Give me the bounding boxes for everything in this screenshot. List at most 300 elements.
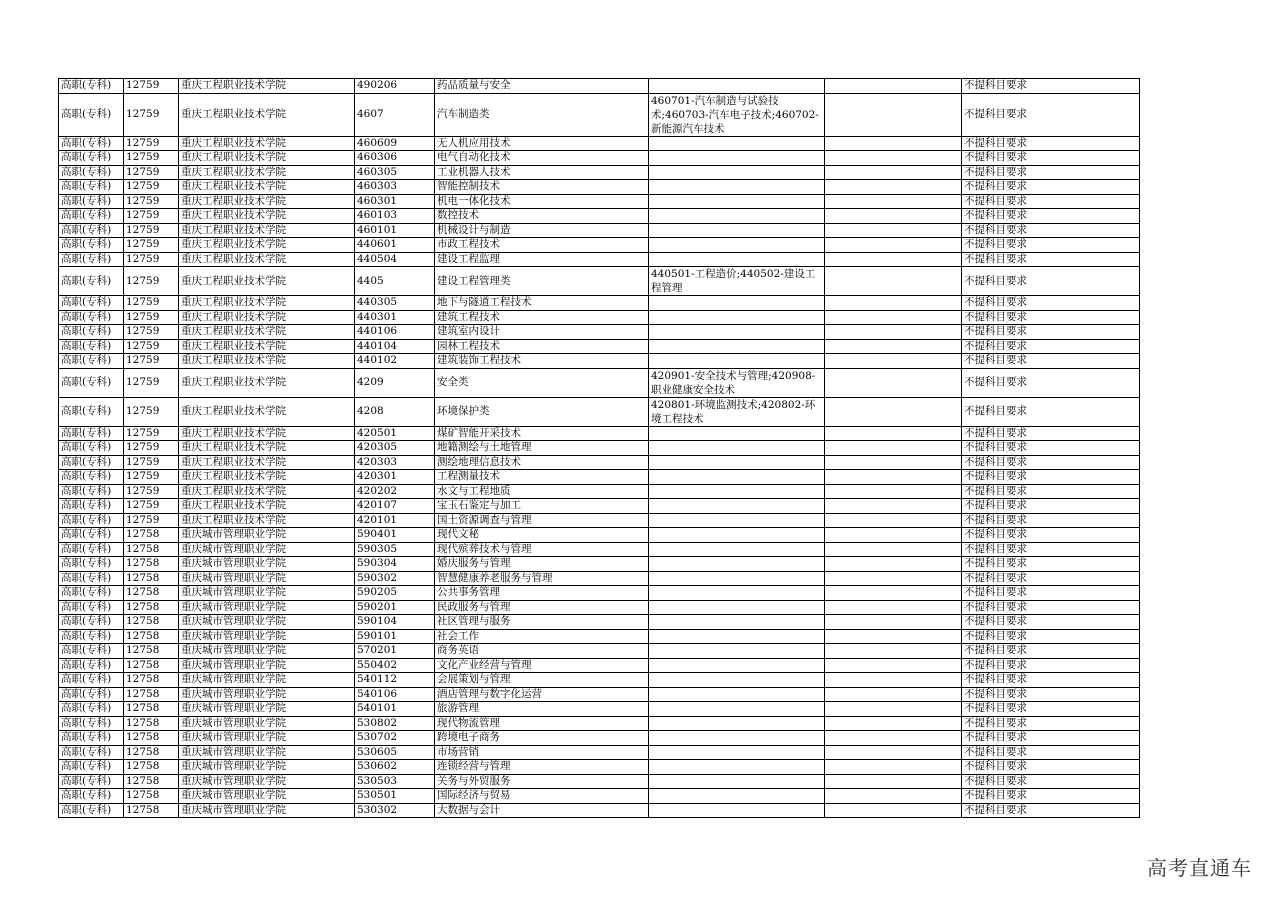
school-name-cell: 重庆城市管理职业学院 xyxy=(179,600,355,615)
blank-cell xyxy=(825,586,962,601)
major-name-cell: 建筑装饰工程技术 xyxy=(435,354,649,369)
school-code-cell: 12759 xyxy=(124,93,179,136)
blank-cell xyxy=(825,470,962,485)
school-name-cell: 重庆工程职业技术学院 xyxy=(179,484,355,499)
included-majors-cell xyxy=(649,716,825,731)
major-code-cell: 590302 xyxy=(355,571,435,586)
blank-cell xyxy=(825,267,962,296)
school-name-cell: 重庆工程职业技术学院 xyxy=(179,209,355,224)
major-code-cell: 590205 xyxy=(355,586,435,601)
major-name-cell: 机械设计与制造 xyxy=(435,223,649,238)
major-code-cell: 440301 xyxy=(355,310,435,325)
blank-cell xyxy=(825,325,962,340)
major-code-cell: 530802 xyxy=(355,716,435,731)
blank-cell xyxy=(825,760,962,775)
major-code-cell: 4209 xyxy=(355,368,435,397)
included-majors-cell xyxy=(649,629,825,644)
level-cell: 高职(专科) xyxy=(59,803,124,818)
table-row xyxy=(59,513,1140,528)
school-code-cell: 12759 xyxy=(124,296,179,311)
table-row xyxy=(59,629,1140,644)
school-code-cell: 12758 xyxy=(124,687,179,702)
level-cell: 高职(专科) xyxy=(59,79,124,94)
subject-requirement-cell: 不提科目要求 xyxy=(962,136,1140,151)
table-row xyxy=(59,455,1140,470)
included-majors-cell xyxy=(649,673,825,688)
major-code-cell: 570201 xyxy=(355,644,435,659)
blank-cell xyxy=(825,310,962,325)
level-cell: 高职(专科) xyxy=(59,165,124,180)
school-code-cell: 12759 xyxy=(124,484,179,499)
school-name-cell: 重庆工程职业技术学院 xyxy=(179,79,355,94)
major-code-cell: 490206 xyxy=(355,79,435,94)
major-code-cell: 440504 xyxy=(355,252,435,267)
blank-cell xyxy=(825,745,962,760)
table-row xyxy=(59,296,1140,311)
table-row xyxy=(59,658,1140,673)
level-cell: 高职(专科) xyxy=(59,441,124,456)
table-body xyxy=(59,79,1140,818)
school-code-cell: 12759 xyxy=(124,238,179,253)
school-name-cell: 重庆工程职业技术学院 xyxy=(179,252,355,267)
major-code-cell: 530602 xyxy=(355,760,435,775)
included-majors-cell xyxy=(649,658,825,673)
major-code-cell: 460103 xyxy=(355,209,435,224)
table-row xyxy=(59,571,1140,586)
subject-requirement-cell: 不提科目要求 xyxy=(962,716,1140,731)
blank-cell xyxy=(825,151,962,166)
included-majors-cell xyxy=(649,774,825,789)
school-name-cell: 重庆城市管理职业学院 xyxy=(179,702,355,717)
level-cell: 高职(专科) xyxy=(59,325,124,340)
school-name-cell: 重庆工程职业技术学院 xyxy=(179,93,355,136)
included-majors-cell xyxy=(649,252,825,267)
major-code-cell: 530503 xyxy=(355,774,435,789)
included-majors-cell xyxy=(649,194,825,209)
subject-requirement-cell: 不提科目要求 xyxy=(962,542,1140,557)
included-majors-cell xyxy=(649,455,825,470)
table-row xyxy=(59,441,1140,456)
major-name-cell: 大数据与会计 xyxy=(435,803,649,818)
blank-cell xyxy=(825,252,962,267)
subject-requirement-cell: 不提科目要求 xyxy=(962,499,1140,514)
subject-requirement-cell: 不提科目要求 xyxy=(962,397,1140,426)
blank-cell xyxy=(825,803,962,818)
included-majors-cell xyxy=(649,615,825,630)
school-code-cell: 12759 xyxy=(124,368,179,397)
included-majors-cell xyxy=(649,760,825,775)
blank-cell xyxy=(825,136,962,151)
major-code-cell: 540106 xyxy=(355,687,435,702)
subject-requirement-cell: 不提科目要求 xyxy=(962,151,1140,166)
level-cell: 高职(专科) xyxy=(59,136,124,151)
major-name-cell: 药品质量与安全 xyxy=(435,79,649,94)
included-majors-cell: 420801-环境监测技术;420802-环境工程技术 xyxy=(649,397,825,426)
major-code-cell: 590401 xyxy=(355,528,435,543)
subject-requirement-cell: 不提科目要求 xyxy=(962,325,1140,340)
school-code-cell: 12759 xyxy=(124,513,179,528)
level-cell: 高职(专科) xyxy=(59,731,124,746)
school-code-cell: 12759 xyxy=(124,441,179,456)
major-name-cell: 电气自动化技术 xyxy=(435,151,649,166)
school-name-cell: 重庆工程职业技术学院 xyxy=(179,136,355,151)
major-code-cell: 4208 xyxy=(355,397,435,426)
major-code-cell: 540101 xyxy=(355,702,435,717)
major-name-cell: 智慧健康养老服务与管理 xyxy=(435,571,649,586)
major-code-cell: 420501 xyxy=(355,426,435,441)
subject-requirement-cell: 不提科目要求 xyxy=(962,209,1140,224)
school-code-cell: 12758 xyxy=(124,760,179,775)
level-cell: 高职(专科) xyxy=(59,180,124,195)
major-code-cell: 460306 xyxy=(355,151,435,166)
level-cell: 高职(专科) xyxy=(59,513,124,528)
subject-requirement-cell: 不提科目要求 xyxy=(962,238,1140,253)
school-code-cell: 12759 xyxy=(124,310,179,325)
table-row xyxy=(59,702,1140,717)
major-code-cell: 590201 xyxy=(355,600,435,615)
subject-requirement-cell: 不提科目要求 xyxy=(962,557,1140,572)
major-code-cell: 440102 xyxy=(355,354,435,369)
table-row xyxy=(59,397,1140,426)
subject-requirement-cell: 不提科目要求 xyxy=(962,165,1140,180)
blank-cell xyxy=(825,368,962,397)
subject-requirement-cell: 不提科目要求 xyxy=(962,441,1140,456)
school-name-cell: 重庆城市管理职业学院 xyxy=(179,586,355,601)
table-row xyxy=(59,354,1140,369)
blank-cell xyxy=(825,223,962,238)
major-code-cell: 460305 xyxy=(355,165,435,180)
school-code-cell: 12758 xyxy=(124,789,179,804)
table-row xyxy=(59,209,1140,224)
table-row xyxy=(59,760,1140,775)
level-cell: 高职(专科) xyxy=(59,542,124,557)
major-name-cell: 无人机应用技术 xyxy=(435,136,649,151)
major-name-cell: 水文与工程地质 xyxy=(435,484,649,499)
major-code-cell: 530702 xyxy=(355,731,435,746)
major-name-cell: 社会工作 xyxy=(435,629,649,644)
included-majors-cell xyxy=(649,789,825,804)
major-code-cell: 460101 xyxy=(355,223,435,238)
included-majors-cell xyxy=(649,600,825,615)
table-row xyxy=(59,252,1140,267)
major-code-cell: 440305 xyxy=(355,296,435,311)
school-code-cell: 12758 xyxy=(124,673,179,688)
major-name-cell: 文化产业经营与管理 xyxy=(435,658,649,673)
major-name-cell: 工业机器人技术 xyxy=(435,165,649,180)
level-cell: 高职(专科) xyxy=(59,426,124,441)
blank-cell xyxy=(825,209,962,224)
included-majors-cell xyxy=(649,586,825,601)
school-code-cell: 12759 xyxy=(124,426,179,441)
school-code-cell: 12759 xyxy=(124,252,179,267)
school-name-cell: 重庆工程职业技术学院 xyxy=(179,441,355,456)
blank-cell xyxy=(825,615,962,630)
school-code-cell: 12759 xyxy=(124,180,179,195)
included-majors-cell: 440501-工程造价;440502-建设工程管理 xyxy=(649,267,825,296)
blank-cell xyxy=(825,194,962,209)
major-code-cell: 540112 xyxy=(355,673,435,688)
level-cell: 高职(专科) xyxy=(59,716,124,731)
major-name-cell: 环境保护类 xyxy=(435,397,649,426)
major-name-cell: 宝玉石鉴定与加工 xyxy=(435,499,649,514)
table-row xyxy=(59,484,1140,499)
subject-requirement-cell: 不提科目要求 xyxy=(962,687,1140,702)
included-majors-cell xyxy=(649,209,825,224)
table-row xyxy=(59,673,1140,688)
table-row xyxy=(59,731,1140,746)
school-name-cell: 重庆工程职业技术学院 xyxy=(179,151,355,166)
major-name-cell: 市场营销 xyxy=(435,745,649,760)
school-code-cell: 12758 xyxy=(124,542,179,557)
school-name-cell: 重庆工程职业技术学院 xyxy=(179,180,355,195)
school-name-cell: 重庆工程职业技术学院 xyxy=(179,470,355,485)
blank-cell xyxy=(825,557,962,572)
school-name-cell: 重庆工程职业技术学院 xyxy=(179,223,355,238)
subject-requirement-cell: 不提科目要求 xyxy=(962,339,1140,354)
table-row xyxy=(59,789,1140,804)
subject-requirement-cell: 不提科目要求 xyxy=(962,673,1140,688)
major-code-cell: 530605 xyxy=(355,745,435,760)
level-cell: 高职(专科) xyxy=(59,745,124,760)
major-name-cell: 现代物流管理 xyxy=(435,716,649,731)
school-name-cell: 重庆工程职业技术学院 xyxy=(179,339,355,354)
major-name-cell: 建设工程管理类 xyxy=(435,267,649,296)
major-name-cell: 会展策划与管理 xyxy=(435,673,649,688)
school-name-cell: 重庆城市管理职业学院 xyxy=(179,745,355,760)
school-name-cell: 重庆城市管理职业学院 xyxy=(179,571,355,586)
table-row xyxy=(59,194,1140,209)
major-name-cell: 跨境电子商务 xyxy=(435,731,649,746)
included-majors-cell xyxy=(649,136,825,151)
included-majors-cell xyxy=(649,426,825,441)
table-row xyxy=(59,93,1140,136)
table-row xyxy=(59,136,1140,151)
school-name-cell: 重庆工程职业技术学院 xyxy=(179,310,355,325)
school-code-cell: 12758 xyxy=(124,557,179,572)
subject-requirement-cell: 不提科目要求 xyxy=(962,79,1140,94)
table-row xyxy=(59,687,1140,702)
table-row xyxy=(59,368,1140,397)
major-name-cell: 机电一体化技术 xyxy=(435,194,649,209)
blank-cell xyxy=(825,789,962,804)
table-row xyxy=(59,426,1140,441)
subject-requirement-cell: 不提科目要求 xyxy=(962,789,1140,804)
table-row xyxy=(59,79,1140,94)
level-cell: 高职(专科) xyxy=(59,484,124,499)
subject-requirement-cell: 不提科目要求 xyxy=(962,484,1140,499)
blank-cell xyxy=(825,513,962,528)
subject-requirement-cell: 不提科目要求 xyxy=(962,180,1140,195)
blank-cell xyxy=(825,79,962,94)
table-row xyxy=(59,470,1140,485)
blank-cell xyxy=(825,658,962,673)
major-name-cell: 建筑室内设计 xyxy=(435,325,649,340)
included-majors-cell xyxy=(649,354,825,369)
blank-cell xyxy=(825,528,962,543)
blank-cell xyxy=(825,426,962,441)
level-cell: 高职(专科) xyxy=(59,470,124,485)
major-name-cell: 商务英语 xyxy=(435,644,649,659)
major-code-cell: 460609 xyxy=(355,136,435,151)
blank-cell xyxy=(825,673,962,688)
level-cell: 高职(专科) xyxy=(59,267,124,296)
major-name-cell: 汽车制造类 xyxy=(435,93,649,136)
school-name-cell: 重庆工程职业技术学院 xyxy=(179,354,355,369)
level-cell: 高职(专科) xyxy=(59,658,124,673)
major-name-cell: 地籍测绘与土地管理 xyxy=(435,441,649,456)
major-code-cell: 440106 xyxy=(355,325,435,340)
level-cell: 高职(专科) xyxy=(59,368,124,397)
major-code-cell: 460301 xyxy=(355,194,435,209)
school-name-cell: 重庆城市管理职业学院 xyxy=(179,731,355,746)
school-code-cell: 12759 xyxy=(124,339,179,354)
school-code-cell: 12759 xyxy=(124,325,179,340)
subject-requirement-cell: 不提科目要求 xyxy=(962,426,1140,441)
major-name-cell: 社区管理与服务 xyxy=(435,615,649,630)
subject-requirement-cell: 不提科目要求 xyxy=(962,223,1140,238)
major-code-cell: 420301 xyxy=(355,470,435,485)
major-code-cell: 590101 xyxy=(355,629,435,644)
subject-requirement-cell: 不提科目要求 xyxy=(962,470,1140,485)
table-row xyxy=(59,542,1140,557)
blank-cell xyxy=(825,180,962,195)
level-cell: 高职(专科) xyxy=(59,528,124,543)
subject-requirement-cell: 不提科目要求 xyxy=(962,528,1140,543)
table-row xyxy=(59,557,1140,572)
subject-requirement-cell: 不提科目要求 xyxy=(962,745,1140,760)
included-majors-cell: 420901-安全技术与管理;420908-职业健康安全技术 xyxy=(649,368,825,397)
subject-requirement-cell: 不提科目要求 xyxy=(962,296,1140,311)
included-majors-cell xyxy=(649,151,825,166)
table-row xyxy=(59,774,1140,789)
blank-cell xyxy=(825,397,962,426)
major-code-cell: 420202 xyxy=(355,484,435,499)
included-majors-cell xyxy=(649,803,825,818)
watermark-text: 高考直通车 xyxy=(1147,856,1252,880)
school-code-cell: 12758 xyxy=(124,644,179,659)
school-code-cell: 12759 xyxy=(124,470,179,485)
level-cell: 高职(专科) xyxy=(59,673,124,688)
major-name-cell: 国际经济与贸易 xyxy=(435,789,649,804)
included-majors-cell xyxy=(649,441,825,456)
major-name-cell: 测绘地理信息技术 xyxy=(435,455,649,470)
school-code-cell: 12758 xyxy=(124,731,179,746)
table-row xyxy=(59,223,1140,238)
table-row xyxy=(59,499,1140,514)
school-name-cell: 重庆工程职业技术学院 xyxy=(179,267,355,296)
included-majors-cell xyxy=(649,528,825,543)
table-row xyxy=(59,803,1140,818)
subject-requirement-cell: 不提科目要求 xyxy=(962,194,1140,209)
included-majors-cell xyxy=(649,557,825,572)
major-code-cell: 420101 xyxy=(355,513,435,528)
subject-requirement-cell: 不提科目要求 xyxy=(962,600,1140,615)
major-name-cell: 市政工程技术 xyxy=(435,238,649,253)
major-name-cell: 关务与外贸服务 xyxy=(435,774,649,789)
school-code-cell: 12759 xyxy=(124,455,179,470)
school-name-cell: 重庆城市管理职业学院 xyxy=(179,542,355,557)
major-code-cell: 440601 xyxy=(355,238,435,253)
major-code-cell: 4607 xyxy=(355,93,435,136)
blank-cell xyxy=(825,629,962,644)
included-majors-cell xyxy=(649,339,825,354)
included-majors-cell xyxy=(649,542,825,557)
school-code-cell: 12759 xyxy=(124,397,179,426)
included-majors-cell xyxy=(649,687,825,702)
subject-requirement-cell: 不提科目要求 xyxy=(962,310,1140,325)
major-code-cell: 440104 xyxy=(355,339,435,354)
table-row xyxy=(59,267,1140,296)
level-cell: 高职(专科) xyxy=(59,151,124,166)
subject-requirement-cell: 不提科目要求 xyxy=(962,267,1140,296)
blank-cell xyxy=(825,542,962,557)
school-name-cell: 重庆工程职业技术学院 xyxy=(179,397,355,426)
blank-cell xyxy=(825,296,962,311)
major-code-cell: 530501 xyxy=(355,789,435,804)
major-name-cell: 煤矿智能开采技术 xyxy=(435,426,649,441)
blank-cell xyxy=(825,484,962,499)
school-name-cell: 重庆工程职业技术学院 xyxy=(179,238,355,253)
subject-requirement-cell: 不提科目要求 xyxy=(962,93,1140,136)
level-cell: 高职(专科) xyxy=(59,194,124,209)
subject-requirement-cell: 不提科目要求 xyxy=(962,586,1140,601)
blank-cell xyxy=(825,731,962,746)
school-name-cell: 重庆工程职业技术学院 xyxy=(179,455,355,470)
level-cell: 高职(专科) xyxy=(59,571,124,586)
major-name-cell: 连锁经营与管理 xyxy=(435,760,649,775)
blank-cell xyxy=(825,354,962,369)
admission-table xyxy=(58,78,1140,818)
level-cell: 高职(专科) xyxy=(59,93,124,136)
included-majors-cell xyxy=(649,79,825,94)
included-majors-cell xyxy=(649,310,825,325)
blank-cell xyxy=(825,702,962,717)
table-row xyxy=(59,528,1140,543)
school-name-cell: 重庆工程职业技术学院 xyxy=(179,513,355,528)
table-row xyxy=(59,745,1140,760)
school-name-cell: 重庆工程职业技术学院 xyxy=(179,325,355,340)
major-name-cell: 建设工程监理 xyxy=(435,252,649,267)
level-cell: 高职(专科) xyxy=(59,687,124,702)
level-cell: 高职(专科) xyxy=(59,296,124,311)
blank-cell xyxy=(825,455,962,470)
blank-cell xyxy=(825,441,962,456)
school-name-cell: 重庆工程职业技术学院 xyxy=(179,426,355,441)
school-code-cell: 12758 xyxy=(124,745,179,760)
blank-cell xyxy=(825,644,962,659)
major-name-cell: 现代文秘 xyxy=(435,528,649,543)
level-cell: 高职(专科) xyxy=(59,600,124,615)
level-cell: 高职(专科) xyxy=(59,397,124,426)
blank-cell xyxy=(825,238,962,253)
subject-requirement-cell: 不提科目要求 xyxy=(962,629,1140,644)
subject-requirement-cell: 不提科目要求 xyxy=(962,658,1140,673)
level-cell: 高职(专科) xyxy=(59,760,124,775)
school-code-cell: 12759 xyxy=(124,209,179,224)
school-code-cell: 12758 xyxy=(124,803,179,818)
major-code-cell: 590304 xyxy=(355,557,435,572)
school-code-cell: 12759 xyxy=(124,165,179,180)
included-majors-cell xyxy=(649,165,825,180)
level-cell: 高职(专科) xyxy=(59,252,124,267)
table-row xyxy=(59,644,1140,659)
school-name-cell: 重庆城市管理职业学院 xyxy=(179,673,355,688)
blank-cell xyxy=(825,339,962,354)
table-row xyxy=(59,180,1140,195)
school-name-cell: 重庆城市管理职业学院 xyxy=(179,716,355,731)
school-name-cell: 重庆城市管理职业学院 xyxy=(179,615,355,630)
included-majors-cell xyxy=(649,571,825,586)
